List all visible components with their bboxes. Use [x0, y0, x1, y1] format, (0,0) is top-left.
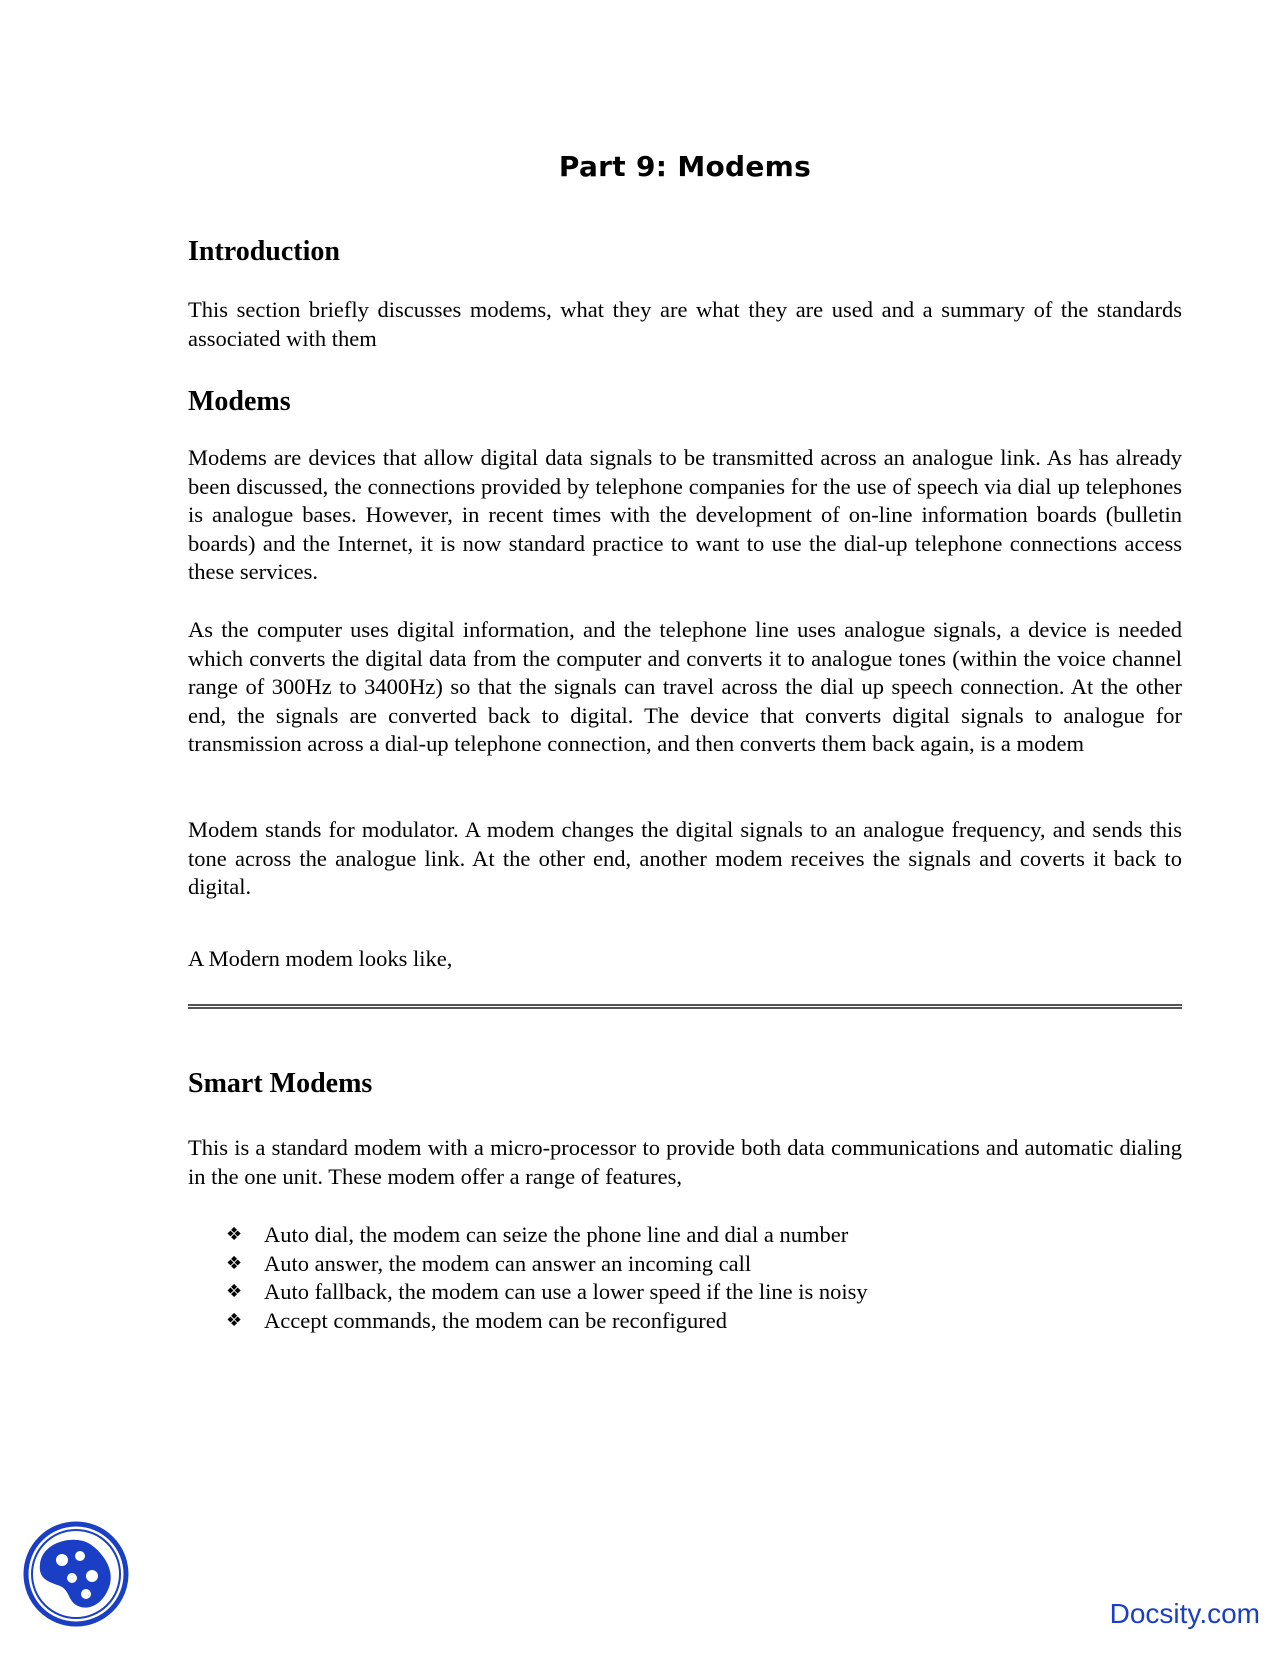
- list-item-text: Auto dial, the modem can seize the phone line and dial a number: [264, 1222, 849, 1247]
- list-item-text: Accept commands, the modem can be reconfigured: [264, 1307, 727, 1333]
- heading-smart-modems: Smart Modems: [188, 1068, 373, 1099]
- list-item: [226, 1307, 868, 1336]
- list-item: [226, 1278, 868, 1307]
- diamond-bullet-icon: ❖: [226, 1309, 243, 1331]
- list-item-text: Auto fallback, the modem can use a lower speed if the line is noisy: [264, 1279, 868, 1305]
- modems-paragraph-1: Modems are devices that allow digital data signals to be transmitted across an analogue link. As has already been discussed, the connections provided by telephone companies for the use of speech via dial up telephones is analogue bases. However, in recent times with the development of on-line information boards (bulletin boards) and the Internet, it is now standard practice to want to use the dial-up telephone connections access these services.: [188, 445, 1182, 585]
- modems-paragraph-2: As the computer uses digital information, and the telephone line uses analogue signals, a device is needed which converts the digital data from the computer and converts it to analogue tones (within the voice channel range of 300Hz to 3400Hz) so that the signals can travel across the dial up speech connection. At the other end, the signals are converted back to digital. The device that converts digital signals to analogue for transmission across a dial-up telephone connection, and then converts them back again, is a modem: [188, 617, 1182, 757]
- diamond-bullet-icon: ❖: [226, 1224, 243, 1245]
- modems-paragraph-4: A Modern modem looks like,: [188, 946, 453, 971]
- docsity-logo-icon[interactable]: [22, 1520, 130, 1628]
- list-item: [226, 1250, 868, 1279]
- page-title: Part 9: Modems: [558, 150, 812, 183]
- section-divider: [188, 1004, 1182, 1009]
- heading-introduction: Introduction: [188, 236, 340, 267]
- introduction-paragraph: This section briefly discusses modems, what they are what they are used and a summary of the standards associated with them: [188, 297, 1182, 351]
- list-item: [226, 1221, 868, 1250]
- docsity-brand-link[interactable]: Docsity.com: [1109, 1598, 1260, 1629]
- diamond-bullet-icon: ❖: [226, 1281, 243, 1303]
- smart-modems-paragraph: This is a standard modem with a micro-processor to provide both data communications and automatic dialing in the one unit. These modem offer a range of features,: [188, 1135, 1182, 1189]
- features-list: [226, 1221, 868, 1335]
- modems-paragraph-3: Modem stands for modulator. A modem changes the digital signals to an analogue frequency, and sends this tone across the analogue link. At the other end, another modem receives the signals and coverts it back to digital.: [188, 817, 1182, 900]
- list-item-text: Auto answer, the modem can answer an incoming call: [264, 1250, 752, 1276]
- heading-modems: Modems: [188, 386, 291, 417]
- diamond-bullet-icon: ❖: [226, 1252, 243, 1274]
